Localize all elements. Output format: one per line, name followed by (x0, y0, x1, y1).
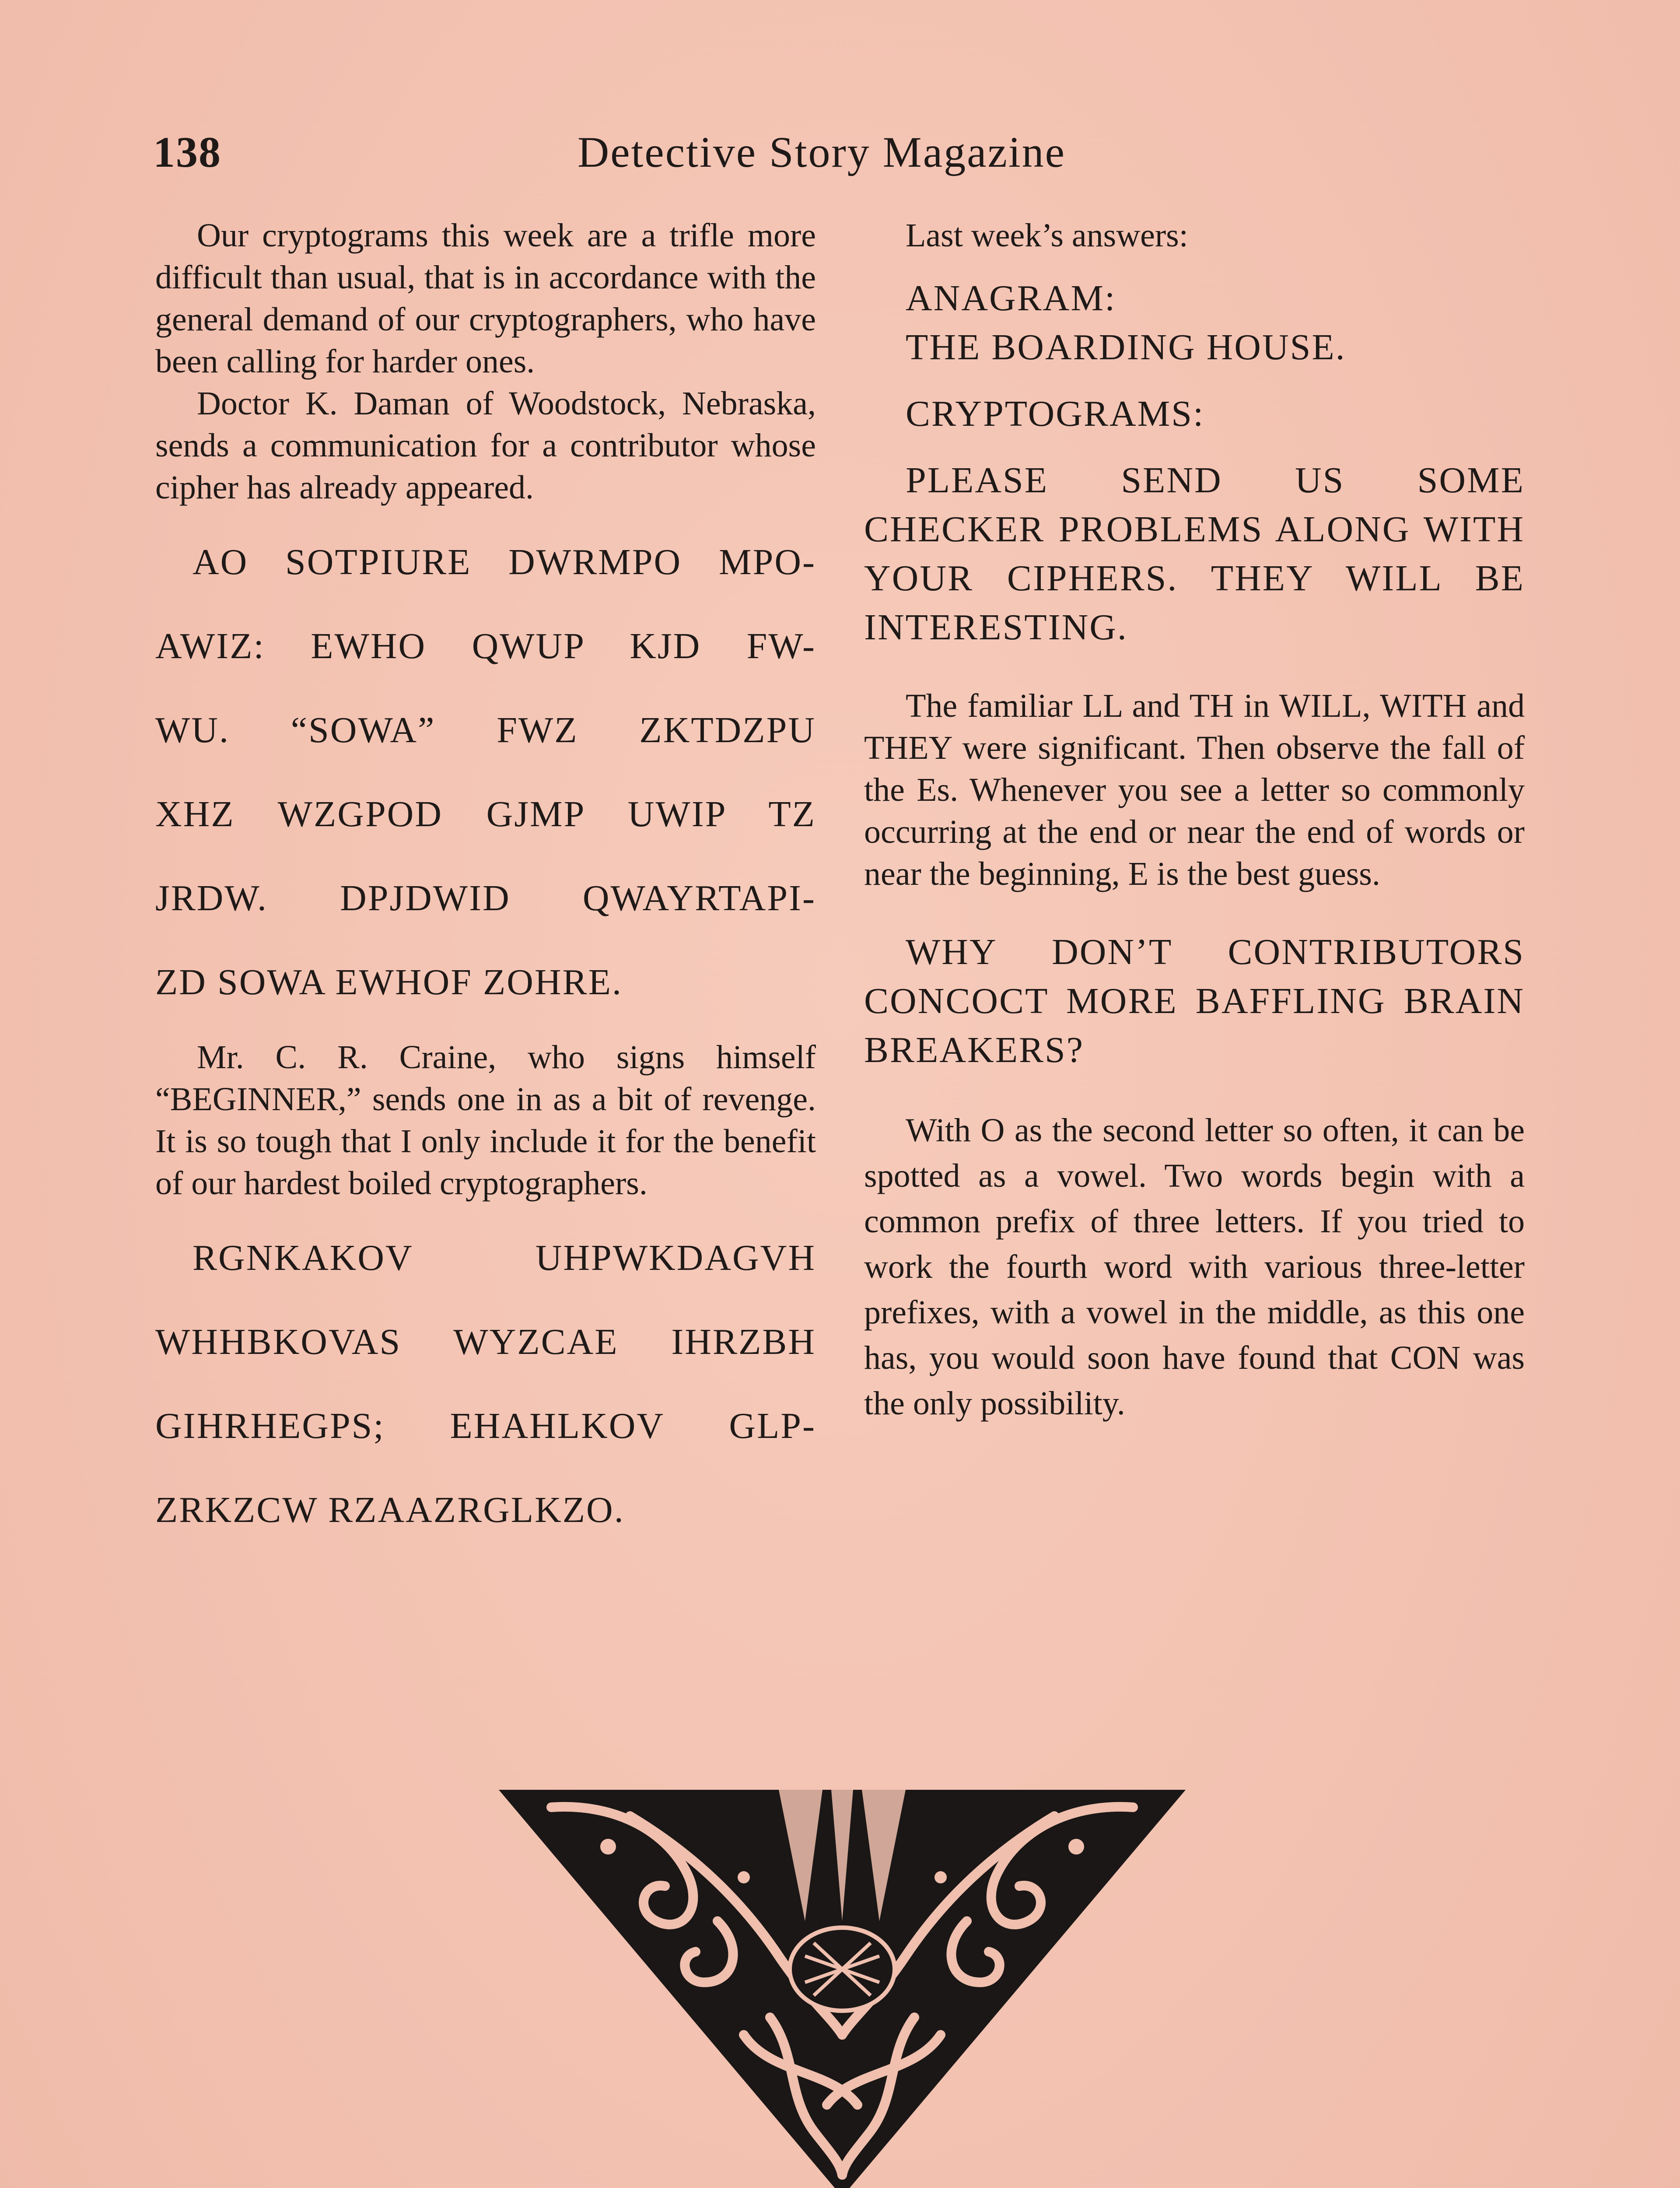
cryptograms-label: CRYPTOGRAMS: (906, 393, 1205, 434)
craine-paragraph: Mr. C. R. Craine, who signs himself “BEGINNER,” sends one in as a bit of revenge. It is so tough that I only include it for the benefit of our hardest boiled cryptographers. (155, 1039, 816, 1202)
thistle-triangle-ornament (499, 1790, 1186, 2188)
cipher-line: ZD SOWA EWHOF ZOHRE. (155, 962, 623, 1003)
daman-paragraph: Doctor K. Daman of Woodstock, Nebraska, sends a communication for a contributor whose cipher has already appeared. (155, 385, 816, 506)
intro-paragraph: Our cryptograms this week are a trifle more difficult than usual, that is in accordance with the general demand of our cryptographers, who have been calling for harder ones. (155, 217, 816, 380)
cipher-line: AWIZ: EWHO QWUP KJD FW- (155, 626, 816, 666)
cipher-line: WU. “SOWA” FWZ ZKTDZPU (155, 710, 816, 750)
cipher-one (155, 541, 816, 1003)
explanation-two: With O as the second letter so often, it can be spotted as a vowel. Two words begin with a common prefix of three letters. If you tried to work the fourth word with various three-letter prefixes, with a vowel in the middle, as this one has, you would soon have found that CON was the only possibility. (864, 1112, 1525, 1422)
cipher-line: XHZ WZGPOD GJMP UWIP TZ (155, 794, 816, 835)
anagram-answer: THE BOARDING HOUSE. (906, 327, 1346, 368)
explanation-one: The familiar LL and TH in WILL, WITH and THEY were significant. Then observe the fall of the Es. Whenever you see a letter so commonly occurring at the end or near the end of words or near the beginning, E is the best guess. (864, 687, 1525, 892)
running-title: Detective Story Magazine (578, 128, 1066, 176)
cipher-line: GIHRHEGPS; EHAHLKOV GLP- (155, 1406, 816, 1446)
answers-heading: Last week’s answers: (906, 217, 1188, 254)
right-column (864, 214, 1525, 1426)
left-column (155, 214, 816, 1531)
cryptogram-answer-one: PLEASE SEND US SOME CHECKER PROBLEMS ALONG WITH YOUR CIPHERS. THEY WILL BE INTERESTING. (864, 460, 1525, 648)
cipher-line: ZRKZCW RZAAZRGLKZO. (155, 1490, 625, 1530)
cipher-line: JRDW. DPJDWID QWAYRTAPI- (155, 878, 816, 919)
page-number: 138 (153, 128, 221, 176)
cipher-line: RGNKAKOV UHPWKDAGVH (192, 1238, 816, 1278)
anagram-label: ANAGRAM: (906, 278, 1116, 319)
cryptogram-answer-two: WHY DON’T CONTRIBUTORS CONCOCT MORE BAFFLING BRAIN BREAKERS? (864, 932, 1525, 1070)
page-header (153, 127, 1527, 193)
cipher-line: AO SOTPIURE DWRMPO MPO- (192, 542, 816, 582)
cipher-two (155, 1237, 816, 1531)
cipher-line: WHHBKOVAS WYZCAE IHRZBH (155, 1322, 816, 1362)
